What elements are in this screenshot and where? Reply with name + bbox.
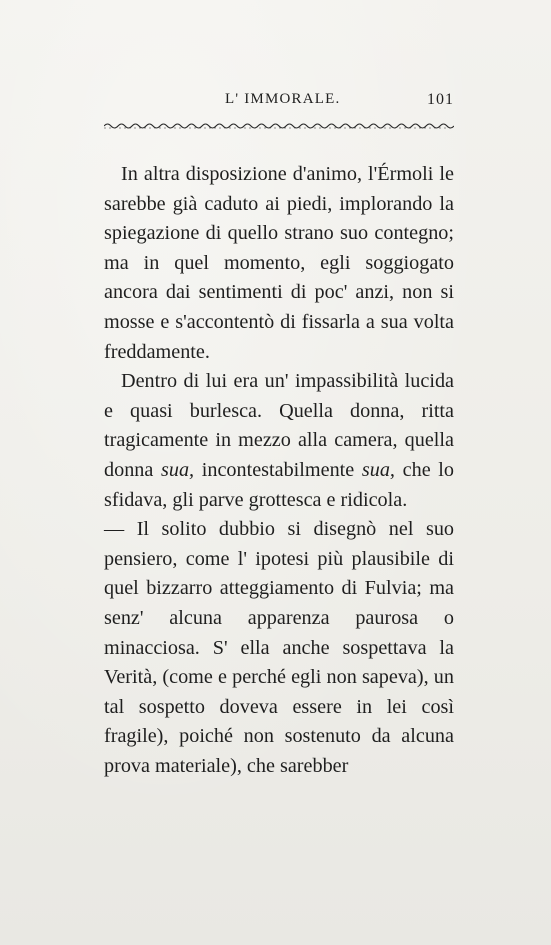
paragraph: In altra disposizione d'animo, l'Érmoli le sarebbe già caduto ai piedi, implorando la spiegazione di quello strano suo contegno; ma in quel momento, egli soggiogato ancora dai sentimenti di poc' anzi, non si mosse e s'accontentò di fissarla a sua volta freddamente.: [104, 163, 454, 363]
italic-word: sua,: [361, 458, 395, 481]
running-title: L' IMMORALE.: [225, 91, 341, 107]
paragraph: — Il solito dubbio si disegnò nel suo pensiero, come l' ipotesi più plausibile di quel bizzarro atteggiamento di Fulvia; ma senz' alcuna apparenza paurosa o minacciosa. S' ella anche sospettava la Verità, (come e perché egli non sapeva), un tal sospetto doveva essere in lei così fragile), poiché non sostenuto da alcuna prova materiale), che sarebber: [104, 518, 454, 777]
paragraph-text: incontestabilmente: [194, 458, 362, 481]
paragraph-text: che lo sfidava, gli parve grottesca e ridicola.: [104, 458, 455, 511]
running-head: [104, 91, 454, 113]
paragraph-text: Dentro di lui era un' impassibilità lucida e quasi burlesca. Quella donna, ritta tragicamente in mezzo alla camera, quella donna: [104, 370, 454, 481]
body-text: [104, 160, 454, 781]
ornamental-rule: [104, 121, 454, 131]
page-number: 101: [427, 91, 454, 108]
paragraph: [104, 367, 454, 515]
italic-word: sua,: [161, 458, 195, 481]
